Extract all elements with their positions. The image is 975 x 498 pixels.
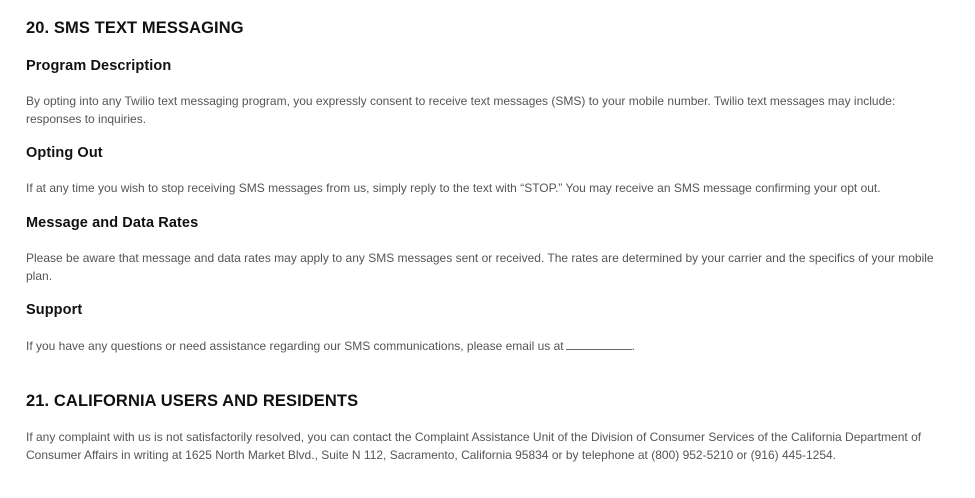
california-residents-text: If any complaint with us is not satisfactorily resolved, you can contact the Complaint Assistance Unit of the Division of Consumer Services of the California Department of Consumer Affairs in writing at 1625 North Market Blvd., Suite N 112, Sacramento, California 95834 or by telephone at (800) 952-5210 or (916) 445-1254.	[26, 430, 922, 462]
message-data-rates-heading: Message and Data Rates	[26, 215, 199, 231]
message-data-rates-text: Please be aware that message and data rates may apply to any SMS messages sent or received. The rates are determined by your carrier and the specifics of your mobile plan.	[26, 251, 934, 283]
section-21-title: 21. CALIFORNIA USERS AND RESIDENTS	[26, 392, 359, 410]
support-text	[26, 337, 941, 355]
program-description-heading: Program Description	[26, 58, 172, 74]
support-email-blank	[566, 338, 632, 350]
opting-out-text: If at any time you wish to stop receiving SMS messages from us, simply reply to the text with “STOP.” You may receive an SMS message confirming your opt out.	[26, 181, 881, 195]
support-text-main: If you have any questions or need assistance regarding our SMS communications, please email us at	[26, 339, 564, 353]
support-text-end: .	[631, 339, 635, 353]
program-description-text: By opting into any Twilio text messaging program, you expressly consent to receive text messages (SMS) to your mobile number. Twilio text messages may include: responses to inquiries.	[26, 94, 896, 126]
opting-out-heading: Opting Out	[26, 145, 103, 161]
section-20-title: 20. SMS TEXT MESSAGING	[26, 19, 244, 37]
support-heading: Support	[26, 302, 83, 318]
